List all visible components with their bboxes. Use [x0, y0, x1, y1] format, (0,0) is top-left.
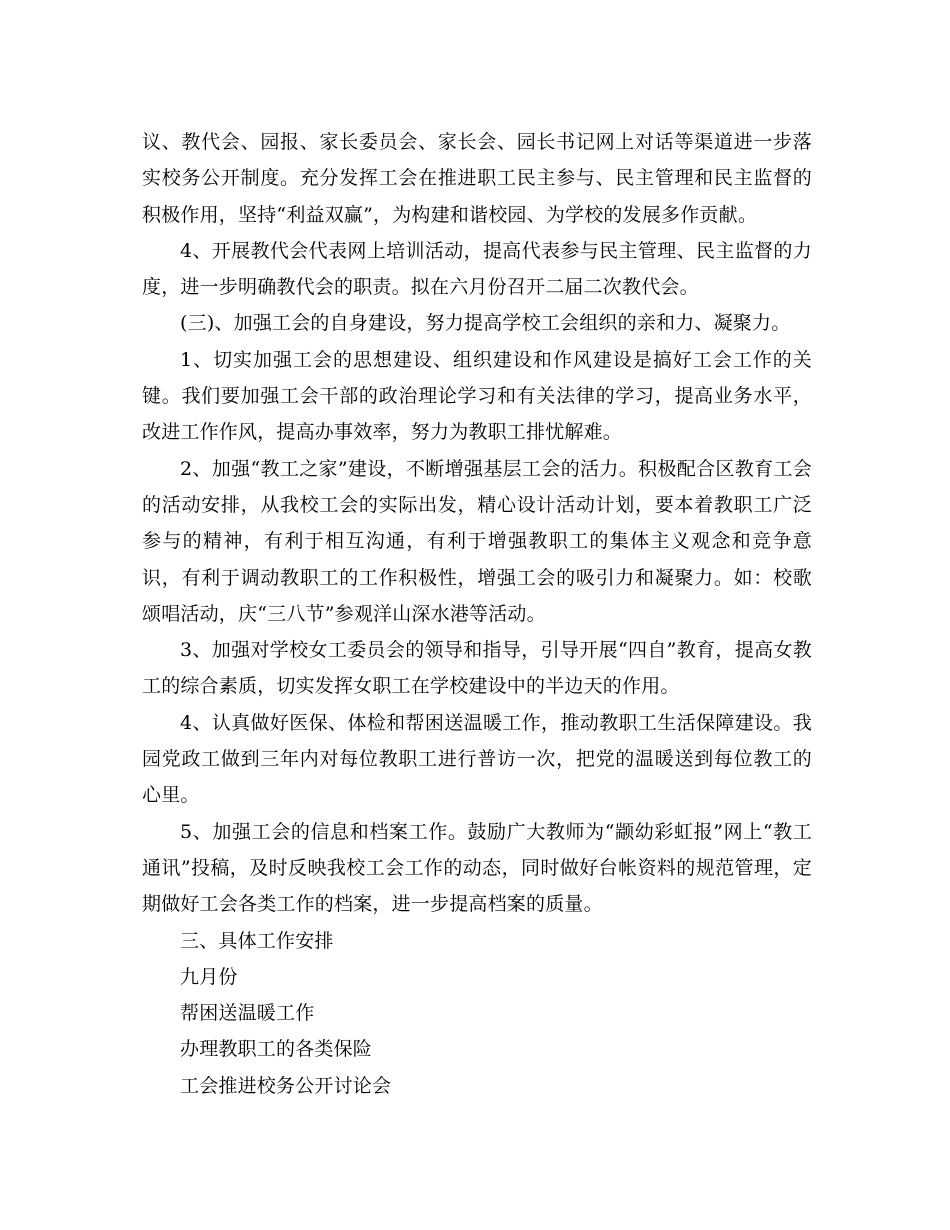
paragraph-item-2: 2、加强“教工之家”建设，不断增强基层工会的活力。积极配合区教育工会的活动安排，从我校工会的实际出发，精心设计活动计划，要本着教职工广泛参与的精神，有利于相互沟通，有利于增强教职工的集体主义观念和竞争意识，有利于调动教职工的工作积极性，增强工会的吸引力和凝聚力。如：校歌颂唱活动，庆“三八节”参观洋山深水港等活动。: [142, 457, 812, 625]
paragraph-item-5: 5、加强工会的信息和档案工作。鼓励广大教师为“颛幼彩虹报”网上“教工通讯”投稿，及时反映我校工会工作的动态，同时做好台帐资料的规范管理，定期做好工会各类工作的档案，进一步提高档案的质量。: [142, 820, 812, 916]
paragraph-item-3: 3、加强对学校女工委员会的领导和指导，引导开展“四自”教育，提高女教工的综合素质，切实发挥女职工在学校建设中的半边天的作用。: [142, 639, 812, 698]
document-body: [142, 124, 812, 1104]
paragraph-item-4: 4、认真做好医保、体检和帮困送温暖工作，推动教职工生活保障建设。我园党政工做到三年内对每位教职工进行普访一次，把党的温暖送到每位教工的心里。: [142, 711, 812, 807]
section-heading-self-building: (三)、加强工会的自身建设，努力提高学校工会组织的亲和力、凝聚力。: [180, 312, 791, 335]
schedule-item: 办理教职工的各类保险: [180, 1038, 373, 1061]
schedule-item: 帮困送温暖工作: [180, 1002, 315, 1025]
paragraph-congress-training: 4、开展教代会代表网上培训活动，提高代表参与民主管理、民主监督的力度，进一步明确教代会的职责。拟在六月份召开二届二次教代会。: [142, 239, 812, 299]
schedule-item: 工会推进校务公开讨论会: [180, 1074, 392, 1097]
section-heading-schedule: 三、具体工作安排: [180, 929, 334, 952]
paragraph-item-1: 1、切实加强工会的思想建设、组织建设和作风建设是搞好工会工作的关键。我们要加强工会干部的政治理论学习和有关法律的学习，提高业务水平，改进工作作风，提高办事效率，努力为教职工排忧解难。: [142, 348, 812, 444]
paragraph-transparency: 议、教代会、园报、家长委员会、家长会、园长书记网上对话等渠道进一步落实校务公开制度。充分发挥工会在推进职工民主参与、民主管理和民主监督的积极作用，坚持“利益双赢”，为构建和谐校园、为学校的发展多作贡献。: [142, 131, 812, 226]
schedule-month: 九月份: [180, 965, 238, 988]
